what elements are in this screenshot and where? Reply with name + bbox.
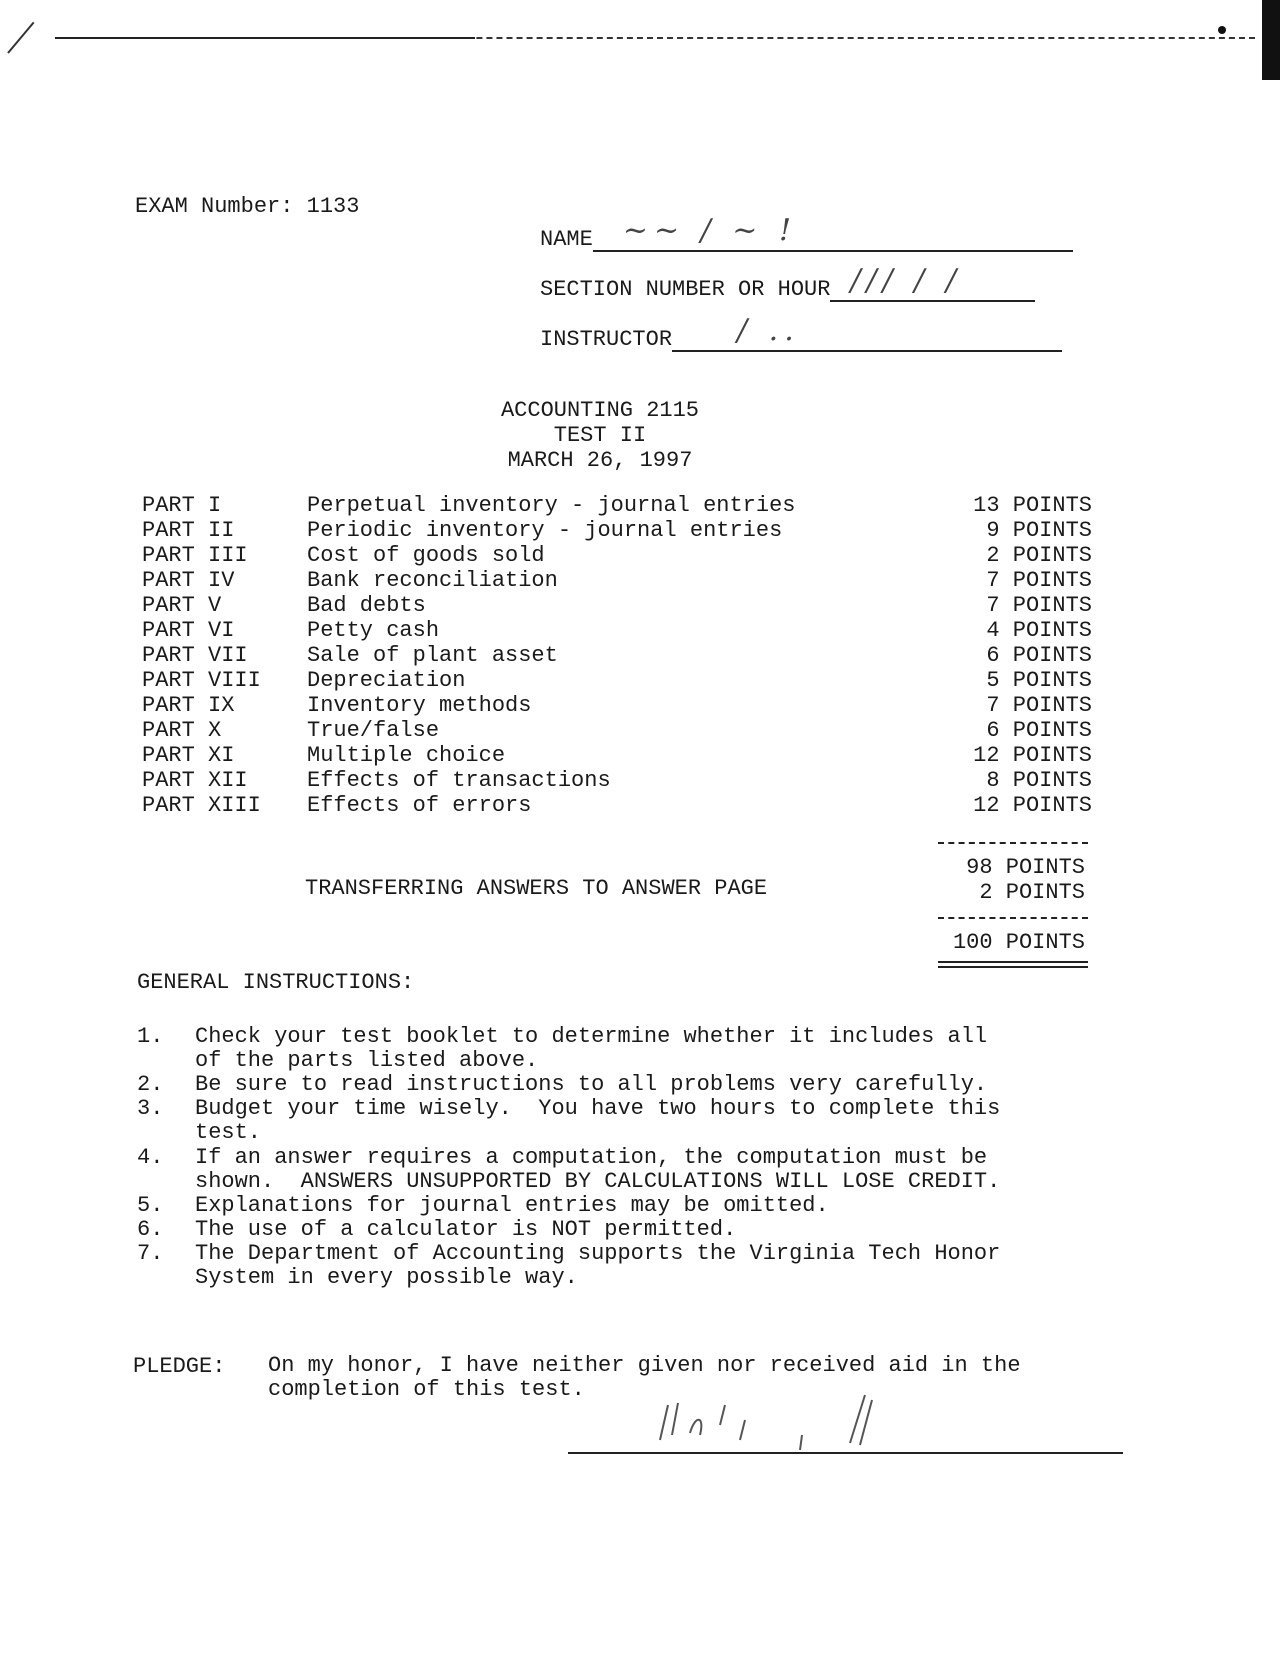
section-line[interactable]: [830, 263, 1035, 302]
part-description: Sale of plant asset: [307, 643, 558, 668]
part-description: Effects of transactions: [307, 768, 611, 793]
instructor-label: INSTRUCTOR: [540, 327, 673, 352]
part-number: PART XIII: [142, 793, 261, 818]
instructor-field[interactable]: [540, 313, 1062, 352]
part-number: PART I: [142, 493, 222, 518]
part-description: Inventory methods: [307, 693, 532, 718]
handwritten-name: ~~ / ~ !: [622, 213, 797, 248]
instruction-text: test.: [195, 1120, 262, 1145]
instruction-number: 5.: [137, 1193, 164, 1218]
instruction-number: 6.: [137, 1217, 164, 1242]
subtotal-points: 98 POINTS: [966, 855, 1085, 880]
instruction-text: shown. ANSWERS UNSUPPORTED BY CALCULATIONS WILL LOSE CREDIT.: [195, 1169, 1001, 1194]
part-description: Cost of goods sold: [307, 543, 545, 568]
handwritten-instructor: / ..: [737, 313, 800, 348]
part-number: PART V: [142, 593, 222, 618]
instruction-number: 4.: [137, 1145, 164, 1170]
part-points: 13 POINTS: [973, 493, 1092, 518]
part-number: PART VI: [142, 618, 235, 643]
part-description: Perpetual inventory - journal entries: [307, 493, 796, 518]
part-row: [142, 643, 1092, 668]
name-line[interactable]: [593, 213, 1073, 252]
pledge-line-2: completion of this test.: [268, 1377, 585, 1402]
course-heading: [470, 398, 730, 473]
total-double-rule: [938, 961, 1088, 968]
part-description: Bank reconciliation: [307, 568, 558, 593]
scan-artifact-mark: [7, 22, 34, 54]
instruction-text: System in every possible way.: [195, 1265, 578, 1290]
section-label: SECTION NUMBER OR HOUR: [540, 277, 831, 302]
total-rule: [938, 917, 1088, 919]
name-field[interactable]: [540, 213, 1073, 252]
part-number: PART XI: [142, 743, 235, 768]
signature-line[interactable]: [568, 1452, 1123, 1454]
part-row: [142, 568, 1092, 593]
test-title: TEST II: [553, 423, 647, 448]
instruction-text: If an answer requires a computation, the computation must be: [195, 1145, 988, 1170]
signature-scrawl: [650, 1385, 930, 1455]
name-label: NAME: [540, 227, 593, 252]
part-description: Periodic inventory - journal entries: [307, 518, 783, 543]
part-points: 4 POINTS: [986, 618, 1092, 643]
part-points: 2 POINTS: [986, 543, 1092, 568]
part-points: 7 POINTS: [986, 593, 1092, 618]
part-row: [142, 593, 1092, 618]
part-points: 5 POINTS: [986, 668, 1092, 693]
part-description: Effects of errors: [307, 793, 532, 818]
part-description: True/false: [307, 718, 440, 743]
part-row: [142, 518, 1092, 543]
instruction-text: of the parts listed above.: [195, 1048, 539, 1073]
section-field[interactable]: [540, 263, 1035, 302]
part-row: [142, 543, 1092, 568]
instruction-number: 7.: [137, 1241, 164, 1266]
part-points: 7 POINTS: [986, 568, 1092, 593]
handwritten-section: /// / /: [850, 263, 963, 298]
instruction-text: The Department of Accounting supports the Virginia Tech Honor: [195, 1241, 1001, 1266]
exam-number: EXAM Number: 1133: [135, 194, 360, 219]
part-points: 6 POINTS: [986, 718, 1092, 743]
scan-artifact-dot: [1218, 26, 1226, 34]
part-row: [142, 743, 1092, 768]
part-row: [142, 668, 1092, 693]
part-description: Bad debts: [307, 593, 426, 618]
part-points: 7 POINTS: [986, 693, 1092, 718]
part-points: 12 POINTS: [973, 743, 1092, 768]
part-number: PART VIII: [142, 668, 261, 693]
part-number: PART II: [142, 518, 235, 543]
course-title: ACCOUNTING 2115: [500, 398, 700, 423]
part-row: [142, 493, 1092, 518]
part-number: PART XII: [142, 768, 248, 793]
part-points: 9 POINTS: [986, 518, 1092, 543]
transfer-points: 2 POINTS: [979, 880, 1085, 905]
pledge-label: PLEDGE:: [133, 1354, 226, 1379]
instructor-line[interactable]: [672, 313, 1062, 352]
part-row: [142, 618, 1092, 643]
instruction-text: Check your test booklet to determine whether it includes all: [195, 1024, 988, 1049]
part-number: PART VII: [142, 643, 248, 668]
part-number: PART III: [142, 543, 248, 568]
part-number: PART X: [142, 718, 222, 743]
transfer-label: TRANSFERRING ANSWERS TO ANSWER PAGE: [305, 876, 768, 901]
instruction-text: Be sure to read instructions to all problems very carefully.: [195, 1072, 988, 1097]
part-row: [142, 768, 1092, 793]
instructions-title: GENERAL INSTRUCTIONS:: [137, 970, 415, 995]
part-row: [142, 718, 1092, 743]
instruction-number: 2.: [137, 1072, 164, 1097]
subtotal-rule: [938, 842, 1088, 844]
part-row: [142, 793, 1092, 818]
part-description: Multiple choice: [307, 743, 506, 768]
part-points: 6 POINTS: [986, 643, 1092, 668]
part-row: [142, 693, 1092, 718]
total-points: 100 POINTS: [952, 930, 1085, 955]
part-number: PART IV: [142, 568, 235, 593]
part-points: 12 POINTS: [973, 793, 1092, 818]
test-date: MARCH 26, 1997: [507, 448, 693, 473]
scan-artifact-line: [55, 37, 475, 39]
part-number: PART IX: [142, 693, 235, 718]
instruction-number: 1.: [137, 1024, 164, 1049]
part-points: 8 POINTS: [986, 768, 1092, 793]
part-description: Depreciation: [307, 668, 466, 693]
instruction-text: Budget your time wisely. You have two hours to complete this: [195, 1096, 1001, 1121]
part-description: Petty cash: [307, 618, 440, 643]
pledge-line-1: On my honor, I have neither given nor received aid in the: [268, 1353, 1021, 1378]
instruction-text: The use of a calculator is NOT permitted.: [195, 1217, 737, 1242]
scan-artifact-edge: [1262, 0, 1280, 80]
instruction-text: Explanations for journal entries may be omitted.: [195, 1193, 829, 1218]
instruction-number: 3.: [137, 1096, 164, 1121]
